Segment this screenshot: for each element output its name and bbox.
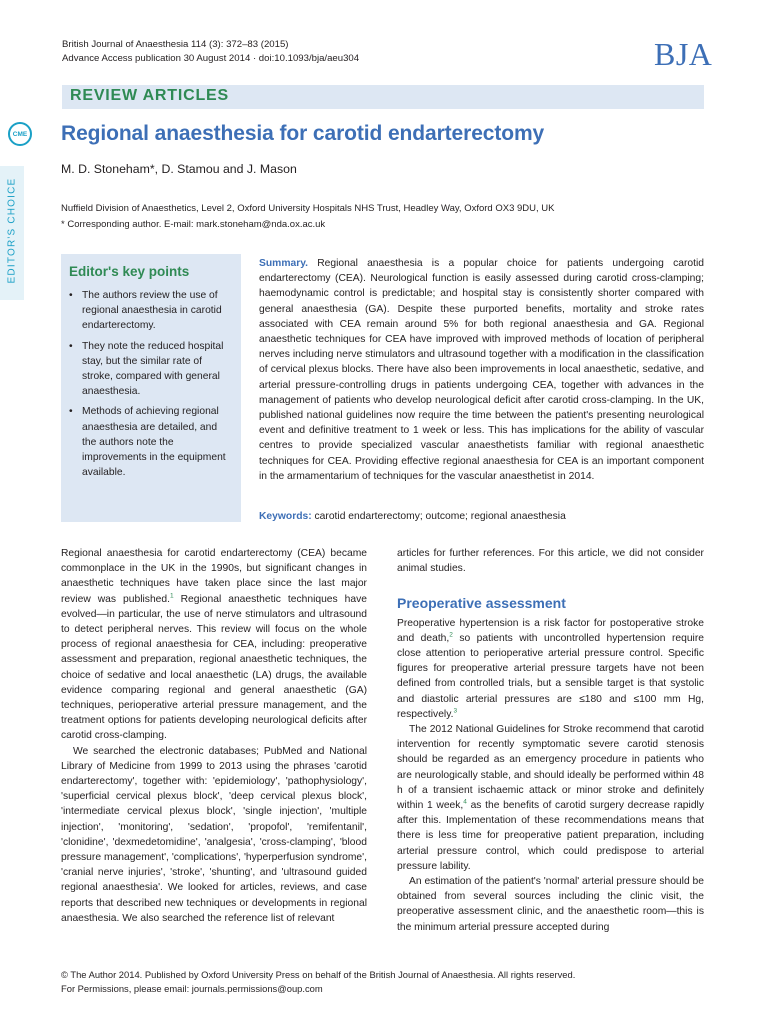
body-text: as the benefits of carotid surgery decrease rapidly after this. Implementation of these recommendations means that there is less time for preoperative patient preparation, including arterial pressure control, which could predispose to arterial pressure lability.	[397, 800, 704, 872]
editors-choice-label: EDITOR'S CHOICE	[6, 177, 18, 284]
copyright-notice: © The Author 2014. Published by Oxford University Press on behalf of the British Journal of Anaesthesia. All rights reserved.	[61, 969, 576, 980]
body-text: The 2012 National Guidelines for Stroke recommend that carotid intervention for recently symptomatic severe carotid stenosis should be regarded as an emergency procedure in patients who are neurologically stable, and should ideally be performed within 48 h of a transient ischaemic attack or minor stroke and definitely within 1 week,	[397, 724, 704, 812]
section-banner	[62, 85, 704, 109]
body-column-left	[61, 546, 367, 926]
key-point: • They note the reduced hospital stay, but the similar rate of stroke, compared with general anaesthesia.	[69, 339, 232, 400]
journal-logo: BJA	[654, 36, 713, 72]
author-list: M. D. Stoneham*, D. Stamou and J. Mason	[61, 162, 297, 176]
reference-link[interactable]: 2	[449, 631, 453, 639]
corresponding-author: * Corresponding author. E-mail: mark.stoneham@nda.ox.ac.uk	[61, 219, 326, 230]
body-text: Preoperative hypertension is a risk factor for postoperative stroke and death,	[397, 617, 704, 644]
body-text: so patients with uncontrolled hypertension require close attention to perioperative arterial pressure control. Specific figures for preoperative arterial pressure targets have not been defined from controlled trials, but a sensible target is that systolic and diastolic arterial pressures are ≤180 and ≤100 mm Hg, respectively.	[397, 632, 704, 720]
access-line: Advance Access publication 30 August 2014 · doi:10.1093/bja/aeu304	[62, 53, 360, 64]
key-points-box	[61, 254, 241, 522]
affiliation-block	[61, 201, 555, 233]
reference-link[interactable]: 3	[453, 707, 458, 715]
body-text: Regional anaesthesia for carotid endarterectomy (CEA) became commonplace in the UK in the 1990s, but significant changes in anaesthetic techniques have taken place since the last major review was published.	[61, 548, 367, 605]
summary-text: Regional anaesthesia is a popular choice for patients undergoing carotid endarterectomy (CEA). Neurological function is easily assessed during carotid cross-clamping; haemodynamic control is predictable; and hospital stay is consistently shorter compared with general anaesthesia (GA). Despite these purported benefits, mortality and stroke rates associated with CEA remain around 5% for both regional anaesthesia and GA. Regional anaesthetic techniques for CEA have improved with improved methods of location of peripheral nerves including nerve stimulators and ultrasound together with a modification in the classification of cervical plexus blocks. There have also been improvements in local anaesthetic, sedative, and arterial pressure-controlling drugs in patients undergoing CEA, together with advances in the management of patients who develop neurological deficit after carotid cross-clamping. In the UK, published national guidelines now require the time between the patient's presenting neurological event and definitive treatment to 1 week or less. This has implications for the ability of vascular centres to provide specialized vascular anaesthetists familiar with regional anaesthetic techniques for CEA. Providing effective regional anaesthesia for CEA is an important component in the armamentarium of techniques for the vascular anaesthetist in 2014.	[259, 258, 704, 482]
section-heading: Preoperative assessment	[397, 595, 566, 612]
body-column-right	[397, 546, 704, 935]
cme-icon: CME	[8, 122, 32, 146]
editors-choice-tab	[0, 166, 24, 300]
body-paragraph: We searched the electronic databases; PubMed and National Library of Medicine from 1999 to 2013 using the phrases 'carotid endarterectomy', together with: 'epidemiology', 'pathophysiology', 'superficial cervical plexus block', 'deep cervical plexus block', 'intermediate cervical plexus block', 'single injection', 'multiple injection', 'monitoring', 'sedation', 'propofol', 'remifentanil', 'clonidine', 'dexmedetomidine', 'analgesia', 'cross-clamping', 'blood pressure management', 'complications', 'hyperperfusion syndrome', 'cranial nerve injuries', 'stroke', 'shunting', and 'ultrasound guided regional anaesthesia'. We looked for articles, reviews, and case reports that described new techniques or developments in regional anaesthesia. We also searched the reference list of relevant	[61, 745, 367, 924]
keywords-label: Keywords:	[259, 511, 312, 522]
section-label: REVIEW ARTICLES	[70, 87, 229, 104]
body-text: Regional anaesthetic techniques have evolved—in particular, the use of nerve stimulators and ultrasound to detect peripheral nerves. This review will focus on the whole process of regional anaesthesia for CEA, including: preoperative assessment and preparation, regional anaesthetic techniques, the choice of sedative and local anaesthetic (LA) drugs, the available evidence comparing regional and general anaesthetic (GA) techniques, perioperative arterial pressure management, and the treatment options for patients developing neurological deficits after carotid cross-clamping.	[61, 593, 367, 742]
body-paragraph	[61, 546, 367, 744]
summary-paragraph	[259, 256, 704, 484]
body-paragraph	[397, 616, 704, 722]
key-points-heading: Editor's key points	[69, 264, 190, 279]
key-point: • The authors review the use of regional anaesthesia in carotid endarterectomy.	[69, 288, 232, 334]
keywords-line	[259, 511, 566, 522]
journal-citation: British Journal of Anaesthesia 114 (3): 372–83 (2015)	[62, 39, 289, 50]
key-points-list	[69, 288, 232, 480]
summary-label: Summary.	[259, 258, 309, 269]
reference-link[interactable]: 4	[463, 798, 467, 806]
page-footer	[61, 968, 575, 996]
body-paragraph: articles for further references. For this article, we did not consider animal studies.	[397, 548, 704, 575]
article-title: Regional anaesthesia for carotid endarterectomy	[61, 122, 545, 145]
keywords-text: carotid endarterectomy; outcome; regional anaesthesia	[314, 511, 566, 522]
affiliation: Nuffield Division of Anaesthetics, Level 2, Oxford University Hospitals NHS Trust, Headley Way, Oxford OX3 9DU, UK	[61, 203, 555, 214]
permissions-notice: For Permissions, please email: journals.permissions@oup.com	[61, 983, 323, 994]
body-paragraph: An estimation of the patient's 'normal' arterial pressure should be obtained from several sources including the clinic visit, the preoperative assessment clinic, and the anaesthetic room—this is the minimum arterial pressure accepted during	[397, 876, 704, 933]
reference-link[interactable]: 1	[169, 592, 174, 600]
body-paragraph	[397, 722, 704, 874]
journal-header	[62, 38, 359, 66]
key-point: • Methods of achieving regional anaesthesia are detailed, and the authors note the improvements in the equipment available.	[69, 404, 232, 480]
